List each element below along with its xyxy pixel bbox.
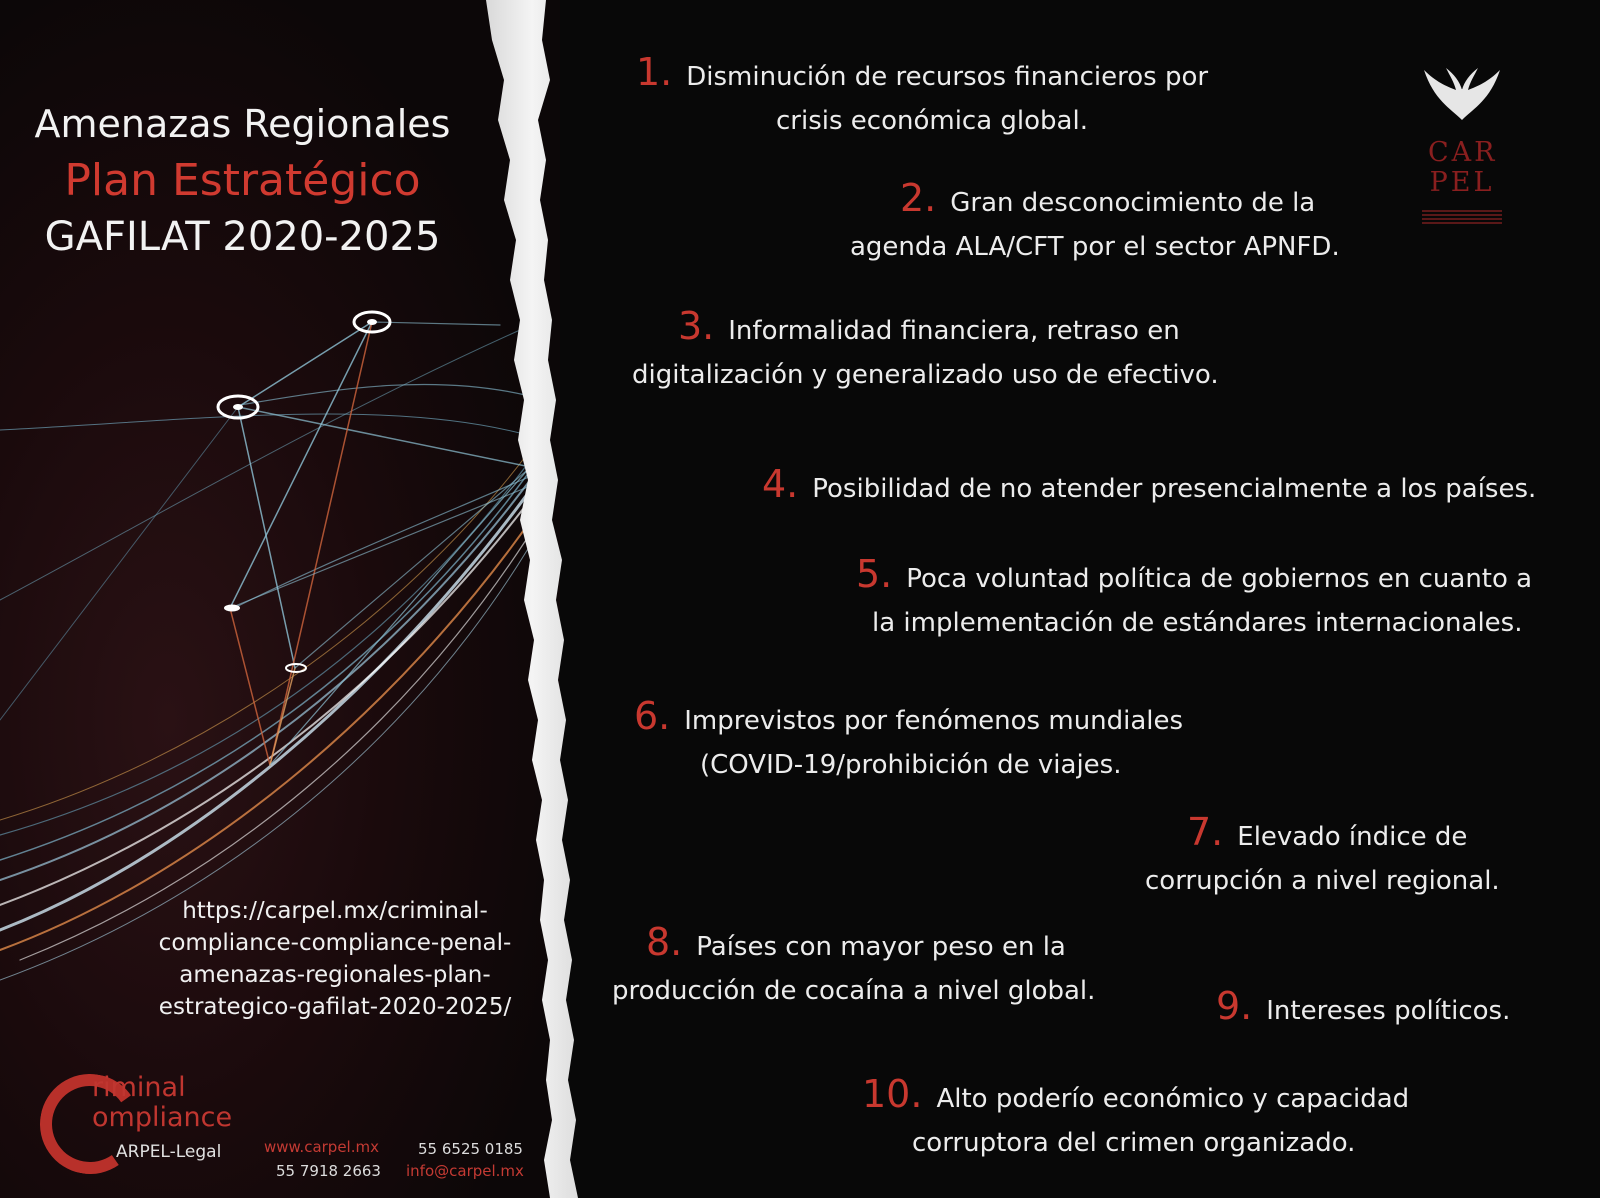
item-number: 2.	[900, 176, 937, 220]
phone-number-2: 55 6525 0185	[418, 1140, 523, 1158]
threat-item-3	[632, 304, 1219, 397]
item-text-line-1: Informalidad financiera, retraso en	[728, 316, 1180, 346]
item-text-line-1: Alto poderío económico y capacidad	[936, 1084, 1410, 1114]
carpel-row-2: PEL	[1429, 167, 1495, 198]
threat-item-8	[612, 920, 1095, 1013]
item-text-line-2: la implementación de estándares internacionales.	[872, 608, 1523, 638]
item-text-line-1: Elevado índice de	[1237, 822, 1468, 852]
item-text-line-2: corruptora del crimen organizado.	[912, 1128, 1356, 1158]
carpel-fine-print	[1422, 208, 1502, 230]
item-number: 5.	[856, 552, 893, 596]
item-text-line-1: Imprevistos por fenómenos mundiales	[684, 706, 1184, 736]
item-text-line-1: Gran desconocimiento de la	[950, 188, 1316, 218]
network-node	[224, 605, 240, 612]
logo-word-riminal: riminal	[92, 1072, 186, 1103]
item-text-line-2: (COVID-19/prohibición de viajes.	[700, 750, 1122, 780]
website-link[interactable]: www.carpel.mx	[264, 1138, 379, 1156]
url-line: estrategico-gafilat-2020-2025/	[158, 994, 512, 1020]
item-number: 7.	[1187, 810, 1224, 854]
threat-item-2	[850, 176, 1340, 269]
item-number: 8.	[646, 920, 683, 964]
item-text-line-1: Países con mayor peso en la	[696, 932, 1066, 962]
item-text-line-1: Disminución de recursos financieros por	[686, 62, 1209, 92]
item-number: 4.	[762, 462, 799, 506]
threat-item-1	[636, 50, 1208, 143]
item-text-line-2: producción de cocaína a nivel global.	[612, 976, 1096, 1006]
logo-word-ompliance: ompliance	[92, 1102, 233, 1133]
article-url[interactable]	[150, 895, 520, 1023]
url-line: compliance-compliance-penal-	[158, 930, 512, 956]
item-text-line-2: agenda ALA/CFT por el sector APNFD.	[850, 232, 1340, 262]
threat-item-7	[1145, 810, 1500, 903]
threat-item-9	[1216, 984, 1510, 1033]
item-number: 9.	[1216, 984, 1253, 1028]
logo-subtitle: ARPEL-Legal	[116, 1142, 222, 1162]
torn-paper-divider	[470, 0, 580, 1198]
item-number: 10.	[862, 1072, 923, 1116]
item-text-line-2: corrupción a nivel regional.	[1145, 866, 1500, 896]
item-text-line-2: crisis económica global.	[776, 106, 1088, 136]
item-text-line-1: Intereses políticos.	[1266, 996, 1511, 1026]
criminal-compliance-logo	[36, 1070, 246, 1185]
item-text-line-1: Posibilidad de no atender presencialmente a los países.	[812, 474, 1537, 504]
item-text-line-2: digitalización y generalizado uso de efectivo.	[632, 360, 1219, 390]
threat-item-10	[862, 1072, 1409, 1165]
threat-item-4	[762, 462, 1536, 511]
item-number: 3.	[678, 304, 715, 348]
threat-item-6	[634, 694, 1183, 787]
phone-number-1: 55 7918 2663	[276, 1162, 381, 1180]
item-text-line-1: Poca voluntad política de gobiernos en cuanto a	[906, 564, 1533, 594]
eagle-icon	[1420, 60, 1504, 130]
url-line: https://carpel.mx/criminal-	[182, 898, 488, 924]
threat-item-5	[856, 552, 1532, 645]
carpel-row-1: CAR	[1428, 137, 1498, 168]
url-line: amenazas-regionales-plan-	[179, 962, 491, 988]
carpel-wordmark	[1428, 138, 1496, 198]
network-node	[218, 396, 258, 418]
carpel-logo	[1420, 60, 1510, 235]
network-node	[286, 664, 306, 672]
item-number: 6.	[634, 694, 671, 738]
title-line-1: Amenazas Regionales	[34, 102, 451, 146]
title-line-2: Plan Estratégico	[64, 155, 421, 206]
title-line-3: GAFILAT 2020-2025	[44, 214, 441, 260]
item-number: 1.	[636, 50, 673, 94]
email-link[interactable]: info@carpel.mx	[406, 1162, 524, 1180]
